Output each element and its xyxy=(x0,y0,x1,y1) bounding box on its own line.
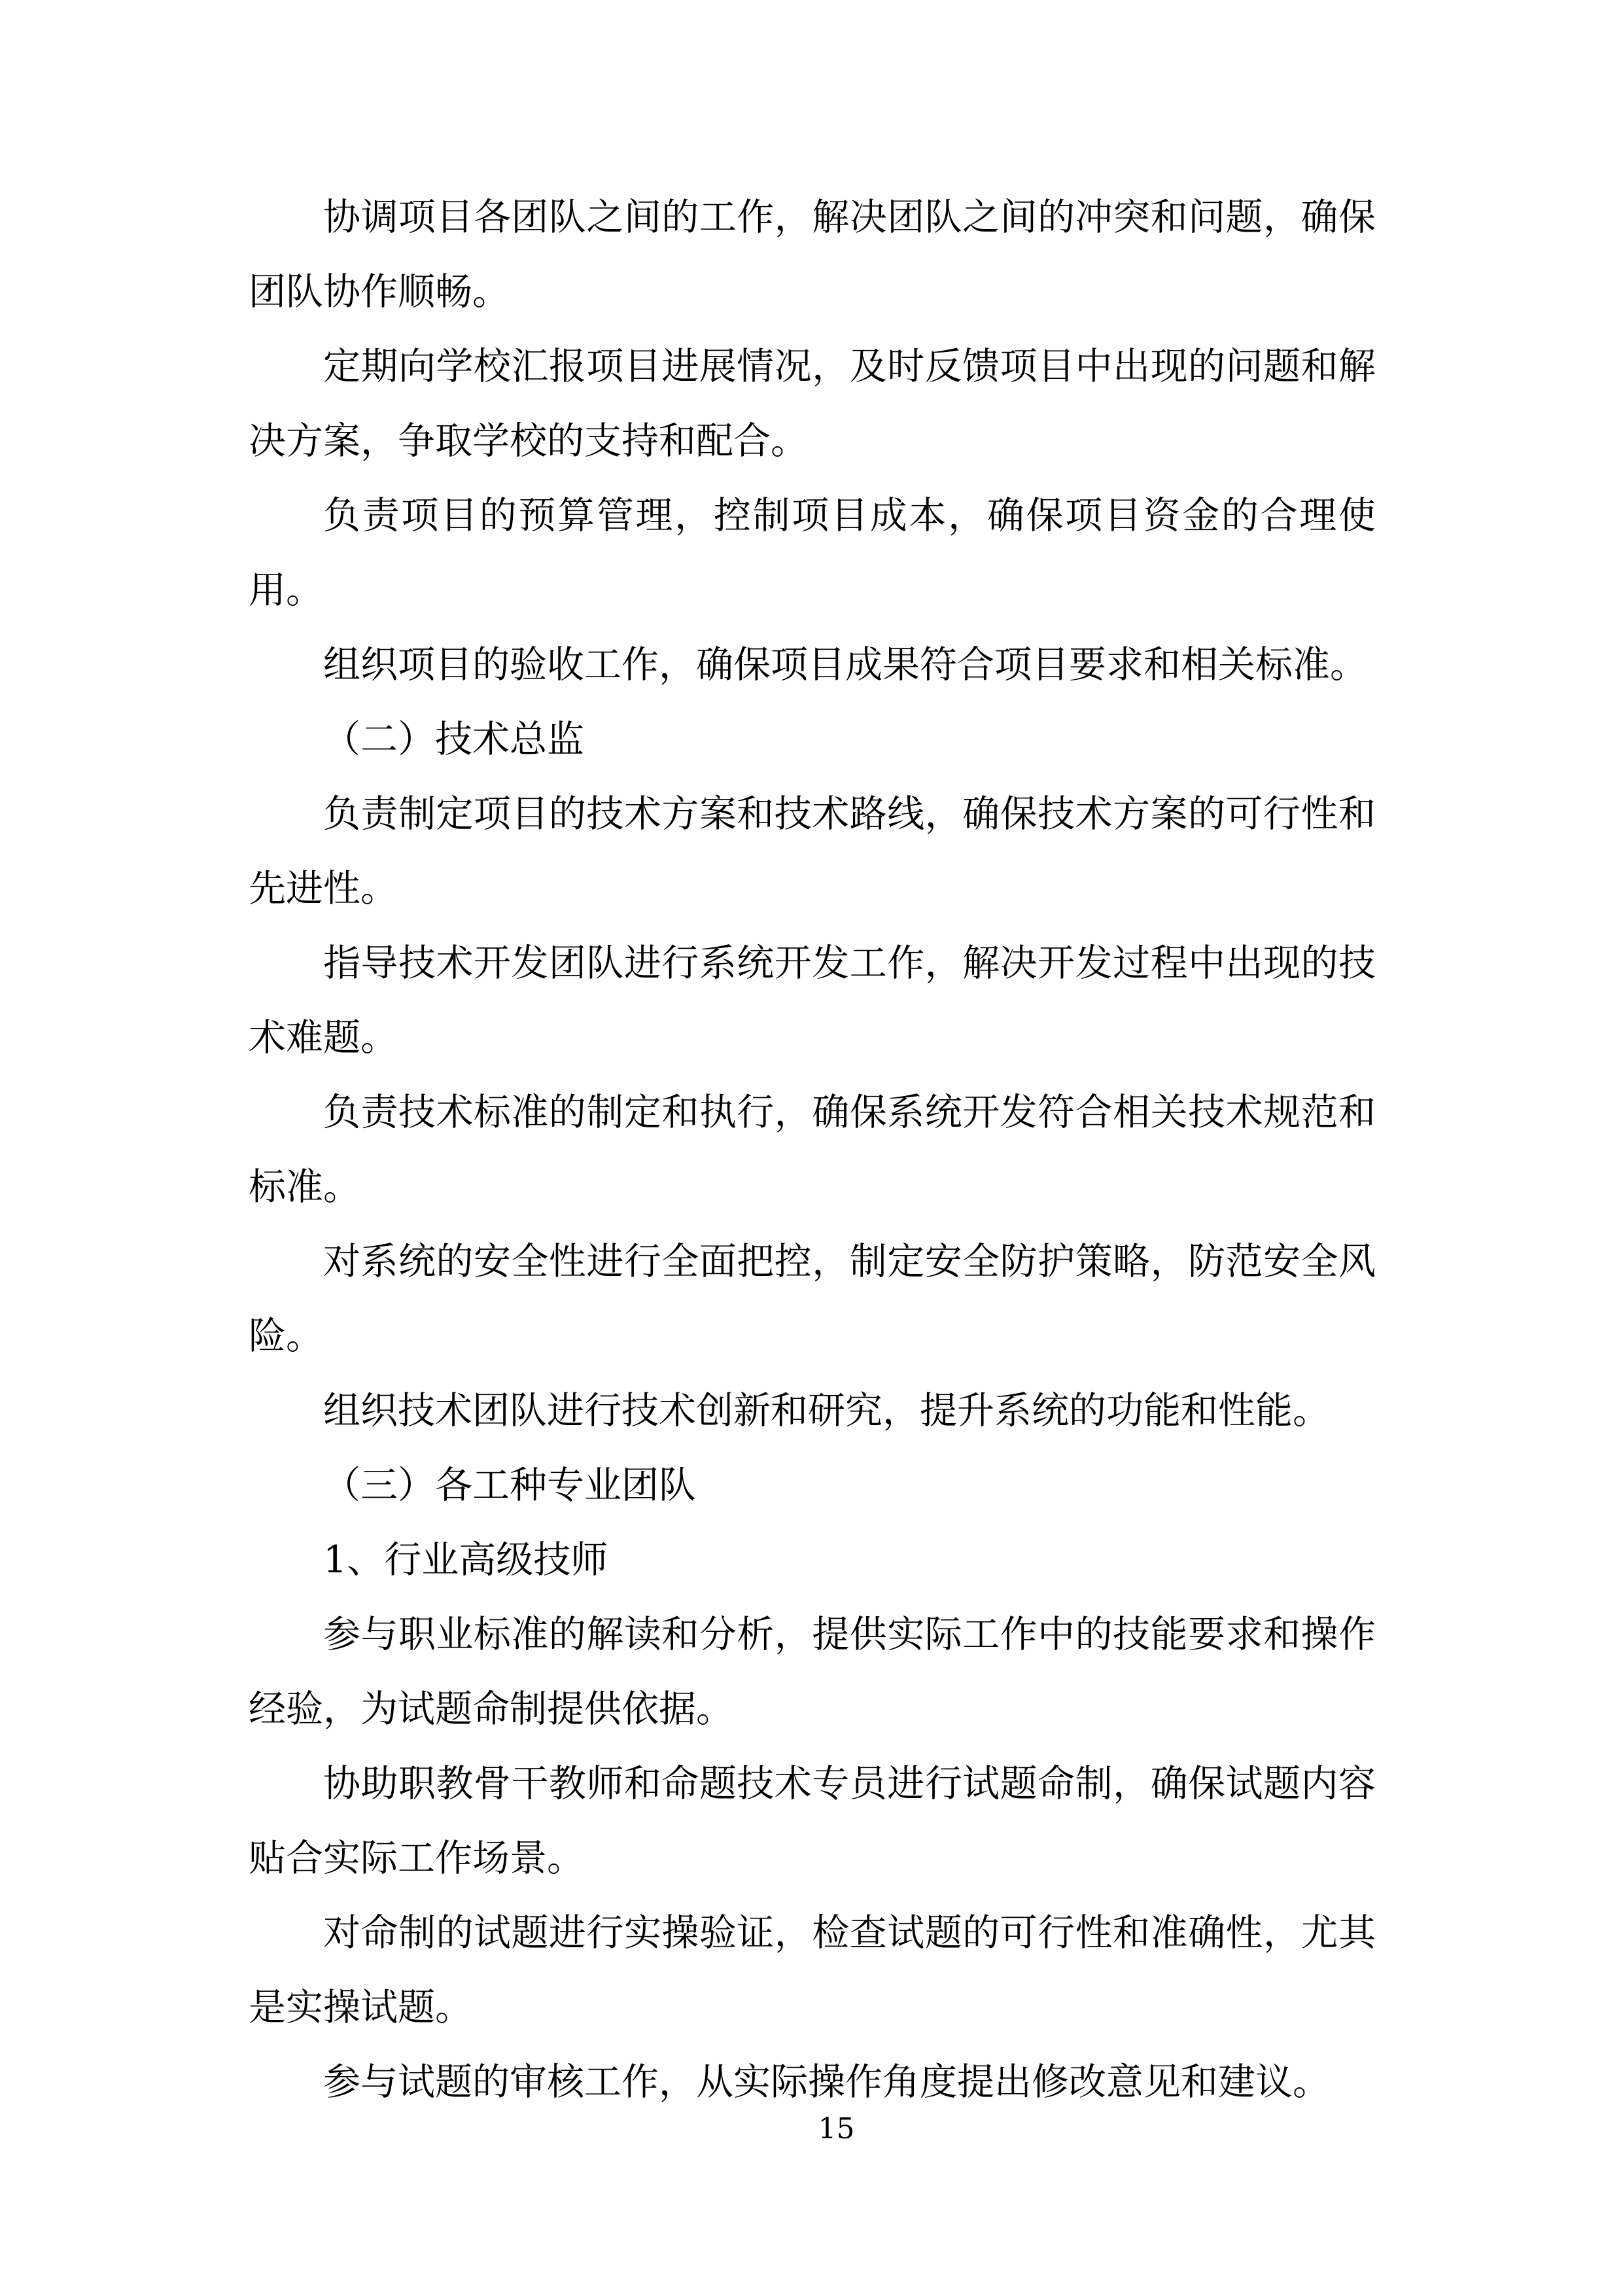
page-footer xyxy=(50,2112,1623,2146)
paragraph: 负责制定项目的技术方案和技术路线，确保技术方案的可行性和先进性。 xyxy=(249,792,1376,910)
paragraph: 参与试题的审核工作，从实际操作角度提出修改意见和建议。 xyxy=(323,2060,1330,2104)
paragraph: 组织项目的验收工作，确保项目成果符合项目要求和相关标准。 xyxy=(323,643,1367,686)
page-number: 15 xyxy=(818,2112,855,2146)
paragraph: 负责项目的预算管理，控制项目成本，确保项目资金的合理使用。 xyxy=(249,494,1376,612)
paragraph: 协调项目各团队之间的工作，解决团队之间的冲突和问题，确保团队协作顺畅。 xyxy=(249,196,1376,313)
paragraph: （二）技术总监 xyxy=(323,718,584,761)
paragraph: （三）各工种专业团队 xyxy=(323,1464,696,1507)
paragraph: 对命制的试题进行实操验证，检查试题的可行性和准确性，尤其是实操试题。 xyxy=(249,1911,1376,2029)
paragraph: 组织技术团队进行技术创新和研究，提升系统的功能和性能。 xyxy=(323,1389,1330,1432)
paragraph: 参与职业标准的解读和分析，提供实际工作中的技能要求和操作经验，为试题命制提供依据。 xyxy=(249,1613,1376,1731)
paragraph: 负责技术标准的制定和执行，确保系统开发符合相关技术规范和标准。 xyxy=(249,1091,1376,1209)
paragraph: 对系统的安全性进行全面把控，制定安全防护策略，防范安全风险。 xyxy=(249,1240,1376,1358)
paragraph: 指导技术开发团队进行系统开发工作，解决开发过程中出现的技术难题。 xyxy=(249,942,1376,1059)
paragraph: 定期向学校汇报项目进展情况，及时反馈项目中出现的问题和解决方案，争取学校的支持和配合。 xyxy=(249,345,1376,463)
paragraph: 1、行业高级技师 xyxy=(323,1538,608,1581)
document-body xyxy=(249,180,1376,2119)
paragraph: 协助职教骨干教师和命题技术专员进行试题命制，确保试题内容贴合实际工作场景。 xyxy=(249,1762,1376,1880)
